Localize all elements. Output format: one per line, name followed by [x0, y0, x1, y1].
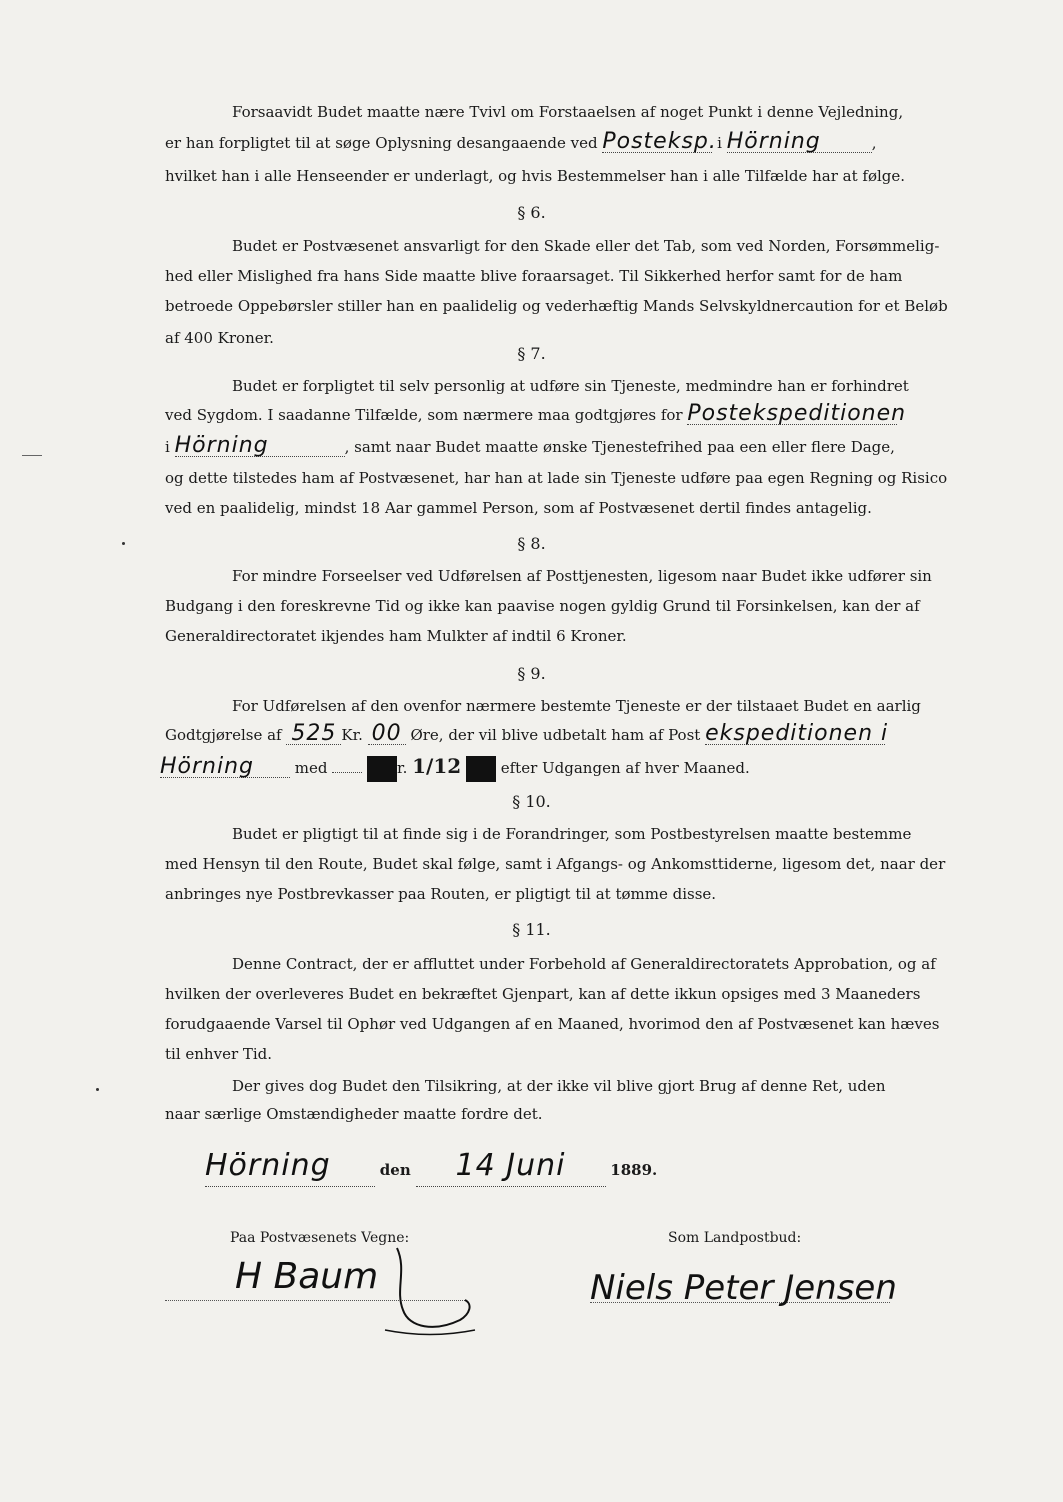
s11-line4 [165, 1044, 1063, 1064]
para1-line3 [165, 166, 906, 186]
s9-line3 [160, 756, 900, 782]
margin-mark [22, 455, 42, 456]
text: , samt naar Budet maatte ønske Tjenestefrihed paa een eller flere Dage, [344, 438, 895, 456]
fraction: 1/12 [412, 754, 462, 778]
handwritten-town: Hörning [727, 132, 872, 153]
s9-line2 [165, 721, 905, 746]
text: betroede Oppebørsler stiller han en paalidelig og vederhæftig Mands Selvskyldnercaution for et Beløb [165, 297, 948, 315]
s7-line3 [165, 433, 895, 458]
s7-line2 [165, 401, 907, 426]
s11-line5 [232, 1076, 886, 1096]
handwritten-place: Hörning [205, 1146, 375, 1187]
text: Budet er forpligtet til selv personlig at udføre sin Tjeneste, medmindre han er forhindret [232, 377, 909, 395]
section-6-heading [0, 203, 1063, 223]
text: i [717, 134, 722, 152]
text: naar særlige Omstændigheder maatte fordre det. [165, 1105, 543, 1123]
text: § 6. [517, 203, 546, 222]
text: i [165, 438, 170, 456]
para1-line2 [165, 129, 877, 154]
text: hvilken der overleveres Budet en bekræftet Gjenpart, kan af dette ikkun opsiges med 3 Maaneders [165, 985, 921, 1003]
handwritten-office: Posteksp. [602, 129, 717, 154]
section-9-heading [0, 664, 1063, 684]
text: Budet er Postvæsenet ansvarligt for den Skade eller det Tab, som ved Norden, Forsømmelig- [232, 237, 940, 255]
text: hed eller Mislighed fra hans Side maatte blive foraarsaget. Til Sikkerhed herfor samt for de ham [165, 267, 903, 285]
s7-line1 [232, 376, 909, 396]
handwritten-amount-kr: 525 [286, 724, 341, 745]
redaction-block [367, 756, 397, 782]
s9-line1 [232, 696, 921, 716]
section-10-heading [0, 792, 1063, 812]
text: hvilket han i alle Henseender er underlagt, og hvis Bestemmelser han i alle Tilfælde har at følge. [165, 167, 906, 185]
handwritten-amount-ore: 00 [368, 724, 406, 745]
section-8-heading [0, 534, 1063, 554]
s8-line2 [165, 596, 920, 616]
s10-line3 [165, 884, 1063, 904]
s6-line2 [165, 266, 903, 286]
text: r. [397, 759, 408, 777]
text: af 400 Kroner. [165, 329, 274, 347]
text: ved en paalidelig, mindst 18 Aar gammel Person, som af Postvæsenet dertil findes antagelig. [165, 499, 872, 517]
left-signature: H Baum [235, 1256, 379, 1297]
text: anbringes nye Postbrevkasser paa Routen, er pligtigt til at tømme disse. [165, 885, 717, 903]
s10-line2 [165, 854, 946, 874]
text: Denne Contract, der er affluttet under Forbehold af Generaldirectoratets Approbation, og af [232, 955, 936, 973]
text: med Hensyn til den Route, Budet skal følge, samt i Afgangs- og Ankomsttiderne, ligesom det, naar der [165, 855, 946, 873]
handwritten-town-3: Hörning [160, 757, 290, 778]
text: Der gives dog Budet den Tilsikring, at der ikke vil blive gjort Brug af denne Ret, uden [232, 1077, 886, 1095]
s11-line3 [165, 1014, 940, 1034]
signature-flourish [375, 1240, 485, 1350]
paper-speck [122, 542, 125, 545]
text: Godtgjørelse af [165, 726, 282, 744]
text: Budet er pligtigt til at finde sig i de Forandringer, som Postbestyrelsen maatte bestemme [232, 825, 912, 843]
text: For Udførelsen af den ovenfor nærmere bestemte Tjeneste er der tilstaaet Budet en aarlig [232, 697, 921, 715]
text: efter Udgangen af hver Maaned. [500, 759, 750, 777]
redaction-block [466, 756, 496, 782]
section-11-heading [0, 920, 1063, 940]
text: § 7. [517, 344, 546, 363]
text: § 8. [517, 534, 546, 553]
s6-line3 [165, 296, 948, 316]
text: forudgaaende Varsel til Ophør ved Udgangen af en Maaned, hvorimod den af Postvæsenet kan hæves [165, 1015, 940, 1033]
text: § 9. [517, 664, 546, 683]
s11-line2 [165, 984, 921, 1004]
s8-line3 [165, 626, 1063, 646]
year: 1889. [610, 1161, 658, 1179]
text: Budgang i den foreskrevne Tid og ikke kan paavise nogen gyldig Grund til Forsinkelsen, kan der af [165, 597, 920, 615]
text: Som Landpostbud: [668, 1230, 802, 1246]
s6-line1 [232, 236, 940, 256]
right-signature-label [668, 1228, 868, 1248]
text: ved Sygdom. I saadanne Tilfælde, som nærmere maa godtgjøres for [165, 406, 683, 424]
s7-line4 [165, 468, 948, 488]
text: § 10. [512, 792, 551, 811]
handwritten-town-2: Hörning [175, 436, 345, 457]
right-signature: Niels Peter Jensen [590, 1268, 897, 1308]
text: med [294, 759, 328, 777]
text: Forsaavidt Budet maatte nære Tvivl om Forstaaelsen af noget Punkt i denne Vejledning, [232, 103, 904, 121]
paper-speck [96, 1088, 99, 1091]
s10-line1 [232, 824, 912, 844]
text: § 11. [512, 920, 551, 939]
handwritten-office-3: ekspeditionen i [705, 721, 889, 746]
s7-line5 [165, 498, 1063, 518]
s11-line6 [165, 1104, 1063, 1124]
text: og dette tilstedes ham af Postvæsenet, har han at lade sin Tjeneste udføre paa egen Regning og Risico [165, 469, 948, 487]
blank-line [332, 772, 362, 773]
text: til enhver Tid. [165, 1045, 273, 1063]
text: er han forpligtet til at søge Oplysning desangaaende ved [165, 134, 598, 152]
handwritten-date: 14 Juni [416, 1146, 606, 1187]
dateline [205, 1146, 685, 1190]
s11-line1 [232, 954, 936, 974]
s8-line1 [232, 566, 932, 586]
text: den [379, 1161, 411, 1179]
para1-line1 [232, 102, 904, 122]
section-7-heading [0, 344, 1063, 364]
text: , [871, 134, 877, 152]
handwritten-office-2: Postekspeditionen [687, 401, 907, 426]
text: Paa Postvæsenets Vegne: [230, 1230, 410, 1246]
text: Kr. [341, 726, 363, 744]
text: Øre, der vil blive udbetalt ham af Post [410, 726, 701, 744]
text: Generaldirectoratet ikjendes ham Mulkter af indtil 6 Kroner. [165, 627, 627, 645]
text: For mindre Forseelser ved Udførelsen af Posttjenesten, ligesom naar Budet ikke udfører sin [232, 567, 932, 585]
